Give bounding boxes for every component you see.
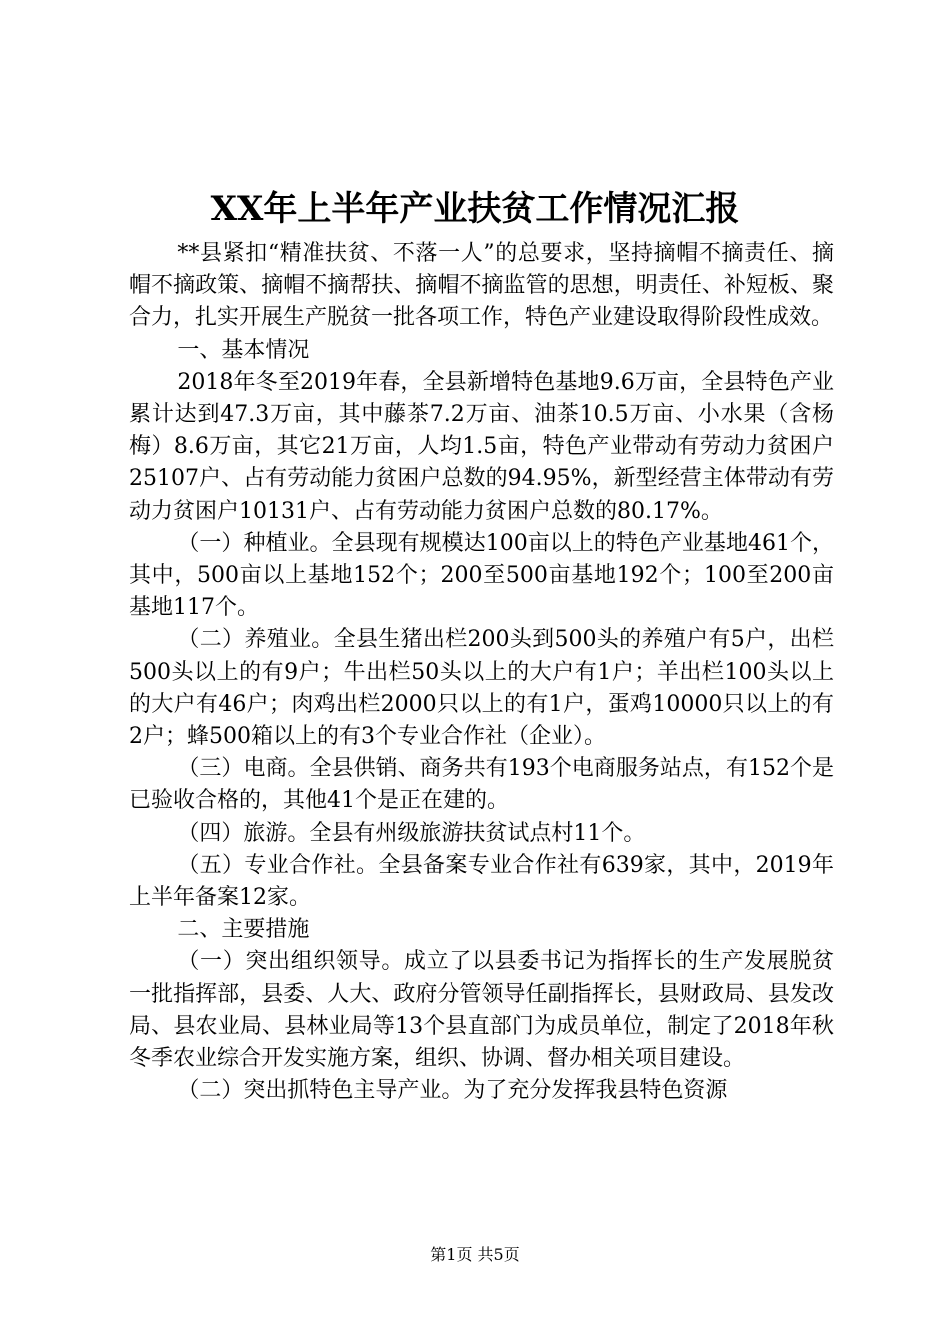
paragraph-intro: **县紧扣“精准扶贫、不落一人”的总要求，坚持摘帽不摘责任、摘帽不摘政策、摘帽不摘帮扶、摘帽不摘监管的思想，明责任、补短板、聚合力，扎实开展生产脱贫一批各项工作，特色产业建设取得阶段性成效。 <box>129 241 834 331</box>
paragraph-tourism: （四）旅游。全县有州级旅游扶贫试点村11个。 <box>177 820 646 846</box>
paragraph-cooperatives: （五）专业合作社。全县备案专业合作社有639家，其中，2019年上半年备案12家。 <box>129 852 834 911</box>
section-heading-measures: 二、主要措施 <box>177 917 310 943</box>
section-heading-basic: 一、基本情况 <box>177 337 310 363</box>
paragraph-basic-stats: 2018年冬至2019年春，全县新增特色基地9.6万亩，全县特色产业累计达到47.3万亩，其中藤茶7.2万亩、油茶10.5万亩、小水果（含杨梅）8.6万亩，其它21万亩，人均1.5亩，特色产业带动有劳动力贫困户25107户、占有劳动能力贫困户总数的94.95%，新型经营主体带动有劳动力贫困户10131户、占有劳动能力贫困户总数的80.17%。 <box>129 369 834 524</box>
paragraph-planting: （一）种植业。全县现有规模达100亩以上的特色产业基地461个，其中，500亩以上基地152个；200至500亩基地192个；100至200亩基地117个。 <box>129 530 834 621</box>
paragraph-leadership: （一）突出组织领导。成立了以县委书记为指挥长的生产发展脱贫一批指挥部，县委、人大、政府分管领导任副指挥长，县财政局、县发改局、县农业局、县林业局等13个县直部门为成员单位，制定了2018年秋冬季农业综合开发实施方案，组织、协调、督办相关项目建设。 <box>129 949 834 1072</box>
paragraph-industry: （二）突出抓特色主导产业。为了充分发挥我县特色资源 <box>177 1078 728 1104</box>
paragraph-breeding: （二）养殖业。全县生猪出栏200头到500头的养殖户有5户，出栏500头以上的有9户；牛出栏50头以上的大户有1户；羊出栏100头以上的大户有46户；肉鸡出栏2000只以上的有1户，蛋鸡10000只以上的有2户；蜂500箱以上的有3个专业合作社（企业）。 <box>129 627 834 750</box>
document-body <box>129 238 834 1107</box>
paragraph-ecommerce: （三）电商。全县供销、商务共有193个电商服务站点，有152个是已验收合格的，其他41个是正在建的。 <box>129 756 834 814</box>
document-title: XX年上半年产业扶贫工作情况汇报 <box>210 189 740 229</box>
page-footer: 第1页 共5页 <box>430 1245 520 1264</box>
